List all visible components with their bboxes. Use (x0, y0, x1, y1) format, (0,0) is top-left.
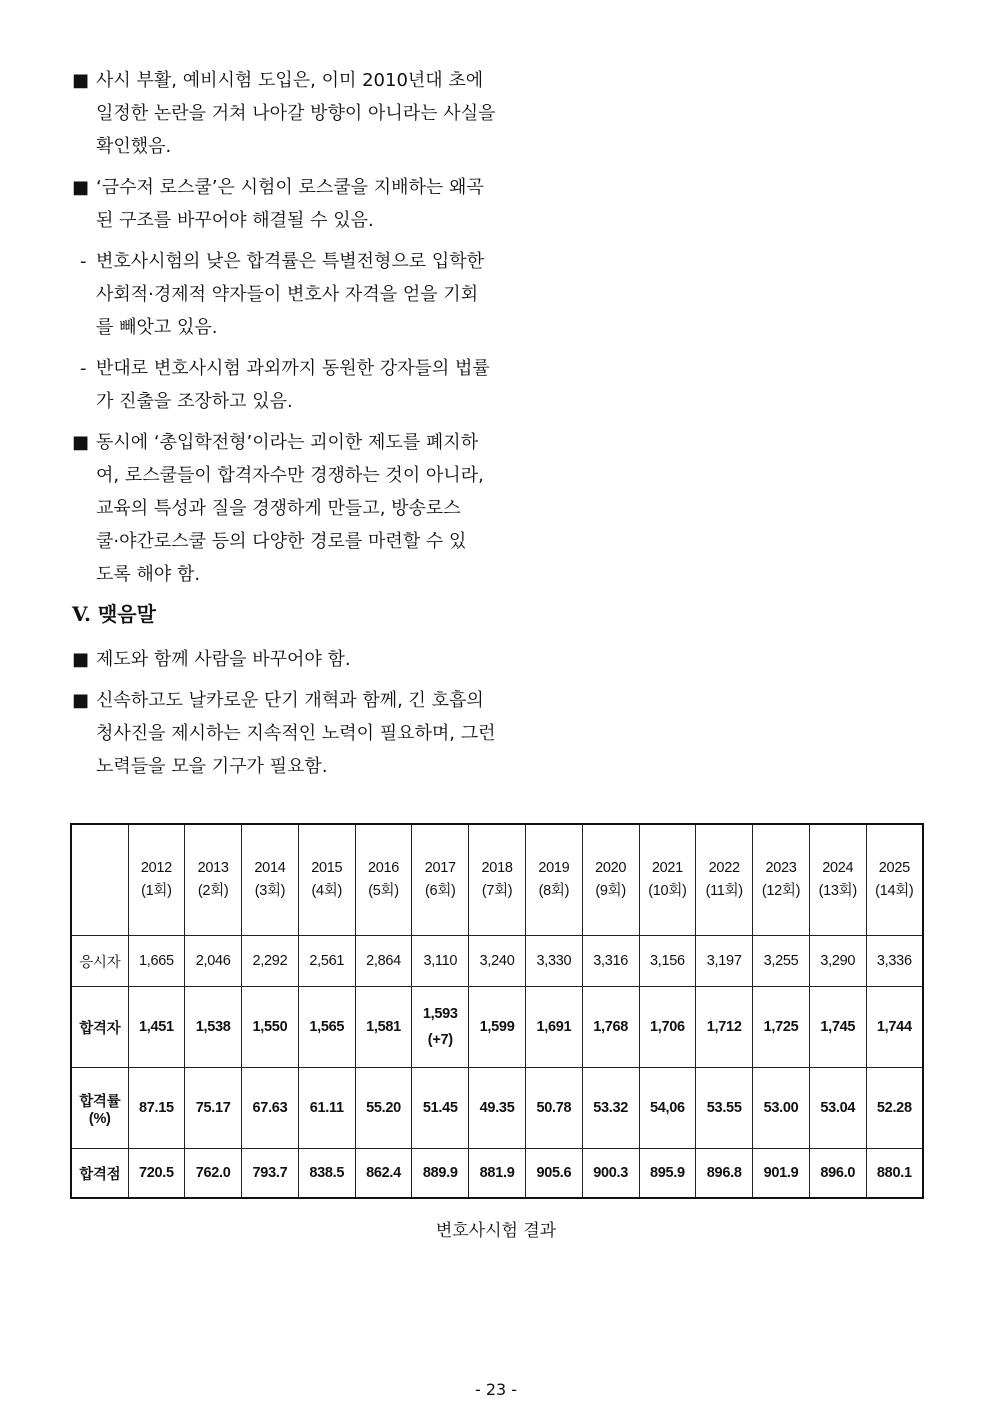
table-cell: 1,712 (696, 987, 753, 1068)
column-header (128, 824, 185, 936)
table-cell: 1,725 (753, 987, 810, 1068)
body-text (72, 64, 496, 791)
table-cell: 1,706 (639, 987, 696, 1068)
round: (10회) (648, 883, 687, 899)
table-cell: 2,292 (242, 936, 299, 987)
table-cell: 1,599 (469, 987, 526, 1068)
year: 2012 (140, 860, 172, 876)
row-label (71, 1149, 128, 1199)
table-cell: 3,336 (866, 936, 923, 987)
table-cell: 3,255 (753, 936, 810, 987)
text-line: 교육의 특성과 질을 경쟁하게 만들고, 방송로스 (96, 498, 461, 519)
table-cell: 1,451 (128, 987, 185, 1068)
round: (4회) (311, 883, 342, 899)
row-label-text: 응시자 (79, 954, 121, 971)
table-cell: 1,691 (525, 987, 582, 1068)
square-bullet-icon: ■ (72, 649, 90, 670)
table-cell: 53.32 (582, 1068, 639, 1149)
table-row (71, 1149, 923, 1199)
column-header (753, 824, 810, 936)
year: 2018 (481, 860, 513, 876)
row-label (71, 987, 128, 1068)
text-line: 반대로 변호사시험 과외까지 동원한 강자들의 법률 (96, 358, 490, 379)
round: (5회) (368, 883, 399, 899)
table-cell: 55.20 (355, 1068, 412, 1149)
table-cell: 1,565 (298, 987, 355, 1068)
table-cell: 50.78 (525, 1068, 582, 1149)
square-bullet-icon: ■ (72, 432, 90, 453)
year: 2019 (538, 860, 570, 876)
table-cell: 1,768 (582, 987, 639, 1068)
table-cell: 896.8 (696, 1149, 753, 1199)
row-label-text: (%) (88, 1110, 111, 1127)
text-line: 도록 해야 함. (96, 564, 201, 585)
year: 2024 (822, 860, 854, 876)
text-line: 신속하고도 날카로운 단기 개혁과 함께, 긴 호흡의 (96, 690, 484, 711)
table-cell: 54,06 (639, 1068, 696, 1149)
table-cell: 880.1 (866, 1149, 923, 1199)
text-line: 사회적·경제적 약자들이 변호사 자격을 얻을 기회 (96, 284, 479, 305)
text-line: 쿨·야간로스쿨 등의 다양한 경로를 마련할 수 있 (96, 531, 467, 552)
table-cell: 1,538 (185, 987, 242, 1068)
square-bullet-icon: ■ (72, 177, 90, 198)
column-header (582, 824, 639, 936)
round: (3회) (254, 883, 286, 899)
section-heading: V. 맺음말 (72, 602, 156, 626)
table-cell: 53.04 (809, 1068, 866, 1149)
corner-cell (71, 824, 128, 936)
column-header (639, 824, 696, 936)
table-cell: 762.0 (185, 1149, 242, 1199)
column-header (866, 824, 923, 936)
column-header (298, 824, 355, 936)
table-cell: 3,330 (525, 936, 582, 987)
table-cell: 3,197 (696, 936, 753, 987)
column-header (469, 824, 526, 936)
year: 2013 (197, 860, 229, 876)
round: (13회) (818, 883, 857, 899)
bar-exam-results-table (70, 823, 924, 1199)
year: 2017 (424, 860, 456, 876)
text-line: 된 구조를 바꾸어야 해결될 수 있음. (96, 210, 374, 231)
column-header (412, 824, 469, 936)
column-header (242, 824, 299, 936)
table-cell: 1,550 (242, 987, 299, 1068)
square-bullet-icon: ■ (72, 690, 90, 711)
year: 2023 (765, 860, 797, 876)
table-cell: 61.11 (298, 1068, 355, 1149)
round: (2회) (197, 883, 229, 899)
square-bullet-icon: ■ (72, 70, 90, 91)
table-cell: 87.15 (128, 1068, 185, 1149)
bullet-item (72, 64, 496, 163)
year: 2025 (878, 860, 910, 876)
round: (9회) (595, 883, 626, 899)
text-line: ‘금수저 로스쿨’은 시험이 로스쿨을 지배하는 왜곡 (96, 177, 484, 198)
sub-bullet-item (72, 245, 492, 344)
text-line: 동시에 ‘총입학전형’이라는 괴이한 제도를 폐지하 (96, 432, 479, 453)
column-header (185, 824, 242, 936)
table-cell: 53.55 (696, 1068, 753, 1149)
table-cell: 900.3 (582, 1149, 639, 1199)
round: (12회) (761, 883, 801, 899)
text-line: 노력들을 모을 기구가 필요함. (96, 756, 328, 777)
bullet-item (72, 643, 492, 676)
sub-bullet-item (72, 352, 492, 418)
year: 2016 (367, 860, 400, 876)
text-line: 일정한 논란을 거쳐 나아갈 방향이 아니라는 사실을 (96, 103, 496, 124)
table-cell: 881.9 (469, 1149, 526, 1199)
text-line: 변호사시험의 낮은 합격률은 특별전형으로 입학한 (96, 251, 485, 272)
year: 2020 (595, 860, 627, 876)
table-row (71, 936, 923, 987)
table-row (71, 987, 923, 1068)
dash-marker: - (80, 251, 87, 272)
table-cell: 3,156 (639, 936, 696, 987)
table-caption: 변호사시험 결과 (435, 1221, 557, 1241)
table-cell: 3,110 (412, 936, 469, 987)
round: (14회) (875, 883, 914, 899)
table-cell: 901.9 (753, 1149, 810, 1199)
table-cell: 1,744 (866, 987, 923, 1068)
round: (8회) (538, 883, 570, 899)
bullet-item (72, 684, 496, 783)
table-cell: 720.5 (128, 1149, 185, 1199)
row-label (71, 1068, 128, 1149)
page-number: - 23 - (474, 1380, 518, 1399)
table-cell: 862.4 (355, 1149, 412, 1199)
table-cell: 1,665 (128, 936, 185, 987)
column-header (355, 824, 412, 936)
year: 2021 (651, 860, 683, 876)
table-cell: 838.5 (298, 1149, 355, 1199)
table-cell: 1,581 (355, 987, 412, 1068)
table-cell: 2,561 (298, 936, 355, 987)
row-label-text: 합격자 (79, 1020, 121, 1037)
bullet-item (72, 171, 492, 237)
table-cell: 2,046 (185, 936, 242, 987)
round: (6회) (425, 883, 456, 899)
table-cell: 2,864 (355, 936, 412, 987)
table-row (71, 1068, 923, 1149)
text-line: 제도와 함께 사람을 바꾸어야 함. (96, 649, 351, 670)
text-line: 를 빼앗고 있음. (96, 317, 218, 338)
text-line: 사시 부활, 예비시험 도입은, 이미 2010년대 초에 (96, 70, 484, 91)
row-label-text: 합격점 (79, 1166, 121, 1183)
dash-marker: - (80, 358, 87, 379)
year: 2015 (311, 860, 343, 876)
text-line: 확인했음. (96, 136, 172, 157)
table-header-row (71, 824, 923, 936)
row-label-text: 합격률 (79, 1093, 121, 1110)
table-cell: 905.6 (525, 1149, 582, 1199)
text-line: 가 진출을 조장하고 있음. (96, 391, 293, 412)
table-cell: 51.45 (412, 1068, 469, 1149)
table-cell: 49.35 (469, 1068, 526, 1149)
round: (7회) (481, 883, 513, 899)
table-cell: 896.0 (809, 1149, 866, 1199)
year: 2022 (708, 860, 740, 876)
table-cell: 1,593 (+7) (412, 987, 469, 1068)
round: (1회) (141, 883, 172, 899)
table-cell: 1,745 (809, 987, 866, 1068)
table-cell: 889.9 (412, 1149, 469, 1199)
text-line: 여, 로스쿨들이 합격자수만 경쟁하는 것이 아니라, (96, 465, 484, 486)
row-label (71, 936, 128, 987)
table-cell: 895.9 (639, 1149, 696, 1199)
column-header (809, 824, 866, 936)
text-line: 청사진을 제시하는 지속적인 노력이 필요하며, 그런 (96, 723, 496, 744)
table-cell: 793.7 (242, 1149, 299, 1199)
table-cell: 75.17 (185, 1068, 242, 1149)
table-cell: 52.28 (866, 1068, 923, 1149)
table-cell: 67.63 (242, 1068, 299, 1149)
round: (11회) (705, 883, 743, 899)
table-cell: 3,290 (809, 936, 866, 987)
table-cell: 53.00 (753, 1068, 810, 1149)
column-header (525, 824, 582, 936)
table-cell: 3,316 (582, 936, 639, 987)
column-header (696, 824, 753, 936)
year: 2014 (254, 860, 286, 876)
bullet-item (72, 426, 492, 591)
table-cell: 3,240 (469, 936, 526, 987)
